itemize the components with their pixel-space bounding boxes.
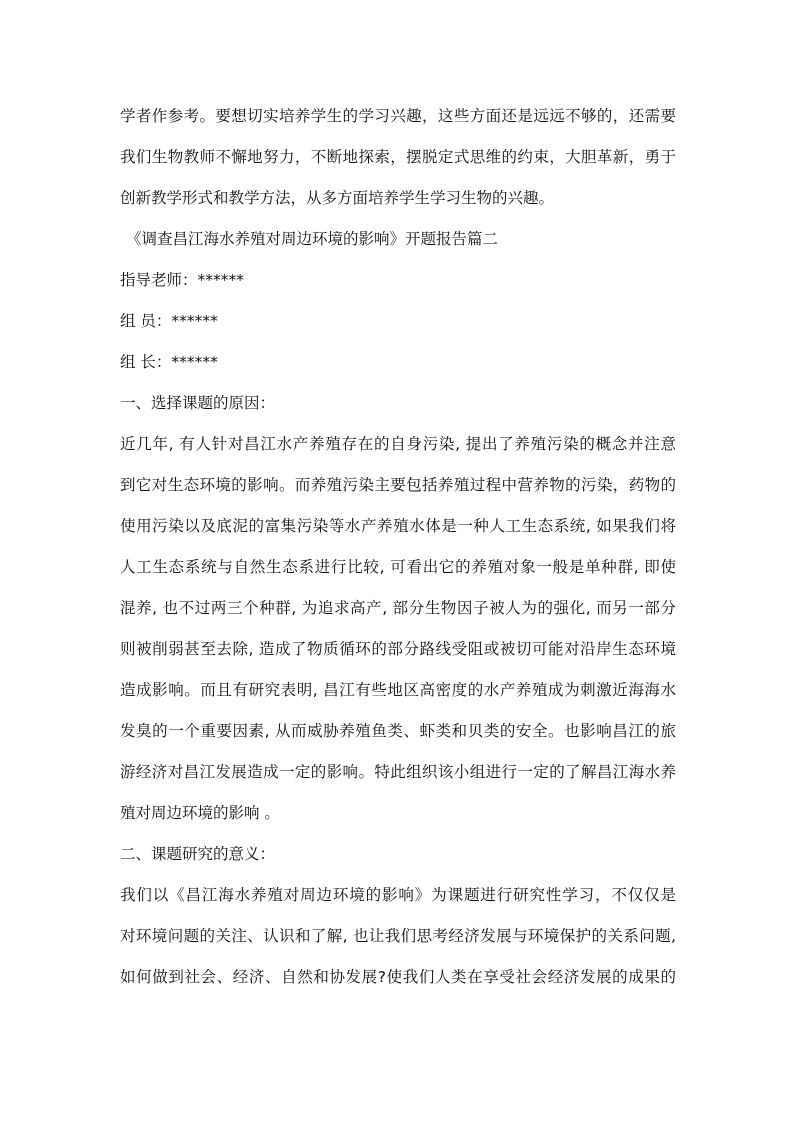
paragraph-line: 混养, 也不过两三个种群, 为追求高产, 部分生物因子被人为的强化, 而另一部分 — [120, 599, 676, 617]
paragraph-line: 学者作参考。要想切实培养学生的学习兴趣，这些方面还是远远不够的，还需要 — [120, 107, 676, 125]
paragraph-line: 创新教学形式和教学方法，从多方面培养学生学习生物的兴趣。 — [120, 189, 555, 207]
heading-reason: 一、选择课题的原因： — [120, 394, 276, 412]
paragraph-line: 游经济对昌江发展造成一定的影响。特此组织该小组进行一定的了解昌江海水养 — [120, 763, 676, 781]
heading-significance: 二、课题研究的意义： — [120, 845, 276, 863]
paragraph-line: 我们生物教师不懈地努力，不断地探索，摆脱定式思维的约束，大胆革新，勇于 — [120, 148, 676, 166]
section-title: 《调查昌江海水养殖对周边环境的影响》开题报告篇二 — [126, 230, 499, 248]
paragraph-line: 如何做到社会、经济、自然和协发展?使我们人类在享受社会经济发展的成果的 — [120, 968, 676, 986]
advisor-line: 指导老师：****** — [120, 271, 245, 289]
paragraph-line: 人工生态系统与自然生态系进行比较, 可看出它的养殖对象一般是单种群, 即使 — [120, 558, 676, 576]
paragraph-line: 到它对生态环境的影响。而养殖污染主要包括养殖过程中营养物的污染，药物的 — [120, 476, 676, 494]
paragraph-line: 造成影响。而且有研究表明, 昌江有些地区高密度的水产养殖成为刺激近海海水 — [120, 681, 676, 699]
paragraph-line: 使用污染以及底泥的富集污染等水产养殖水体是一种人工生态系统, 如果我们将 — [120, 517, 676, 535]
leader-line: 组 长：****** — [120, 353, 218, 371]
members-line: 组 员：****** — [120, 312, 218, 330]
paragraph-line: 发臭的一个重要因素, 从而威胁养殖鱼类、虾类和贝类的安全。也影响昌江的旅 — [120, 722, 676, 740]
paragraph-line: 则被削弱甚至去除, 造成了物质循环的部分路线受阻或被切可能对沿岸生态环境 — [120, 640, 676, 658]
paragraph-line: 殖对周边环境的影响 。 — [120, 804, 280, 822]
paragraph-line: 对环境问题的关注、认识和了解, 也让我们思考经济发展与环境保护的关系问题, — [120, 927, 676, 945]
paragraph-line: 近几年, 有人针对昌江水产养殖存在的自身污染, 提出了养殖污染的概念并注意 — [120, 435, 676, 453]
paragraph-line: 我们以《昌江海水养殖对周边环境的影响》为课题进行研究性学习，不仅仅是 — [120, 886, 676, 904]
